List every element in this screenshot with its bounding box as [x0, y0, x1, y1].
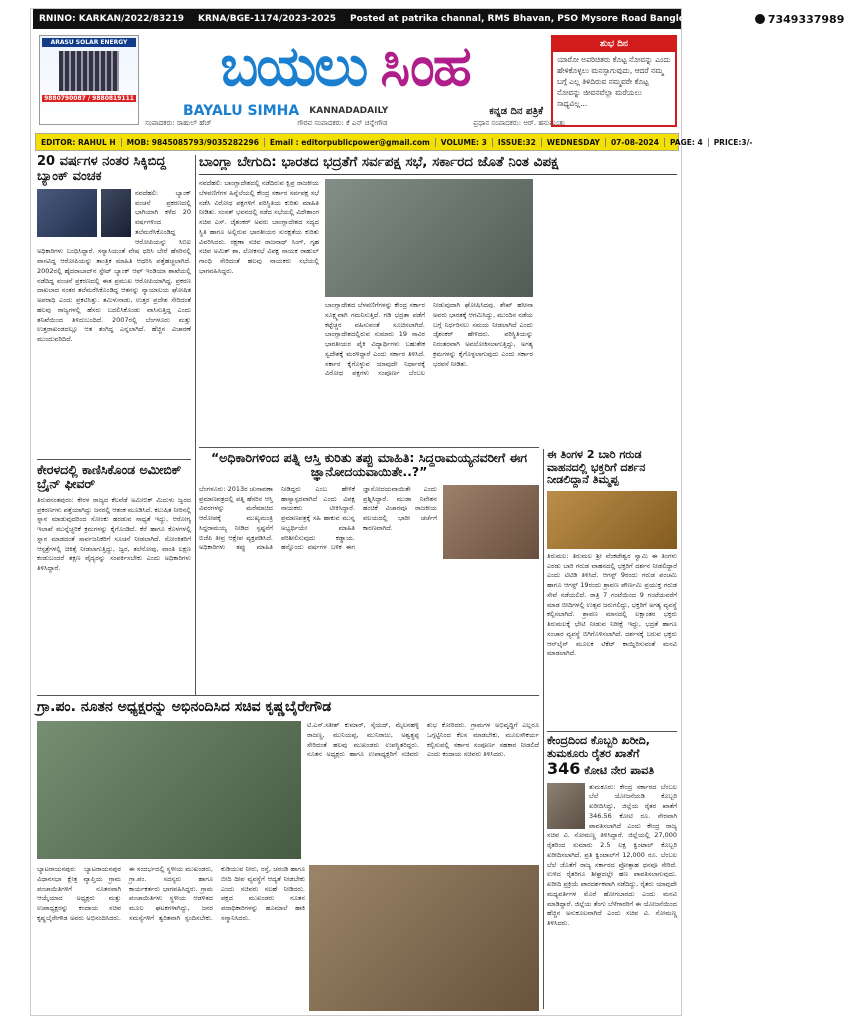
bangladesh-body-right: ಬಾಂಗ್ಲಾದೇಶದ ಬೆಳವಣಿಗೆಗಳನ್ನು ಕೇಂದ್ರ ಸರ್ಕಾರ ಸೂಕ್ಷ್ಮವಾಗಿ ಗಮನಿಸುತ್ತಿದೆ. ಗಡಿ ಭದ್ರತಾ ಪಡೆಗೆ ಕಟ್ಟೆಚ್ಚರ ವಹಿಸುವಂತೆ ಸೂಚಿಸಲಾಗಿದೆ. ಬಾಂಗ್ಲಾದೇಶದಲ್ಲಿರುವ ಸುಮಾರು 19 ಸಾವಿರ ಭಾರತೀಯರ ಪೈಕಿ ವಿದ್ಯಾರ್ಥಿಗಳು ಬಹುತೇಕ ಸ್ವದೇಶಕ್ಕೆ ಮರಳಿದ್ದಾರೆ ಎಂದು ಸರ್ಕಾರ ತಿಳಿಸಿದೆ. ಸರ್ಕಾರ ಕೈಗೊಳ್ಳುವ ಯಾವುದೇ ನಿರ್ಧಾರಕ್ಕೆ ವಿರೋಧ ಪಕ್ಷಗಳು ಸಂಪೂರ್ಣ ಬೆಂಬಲ ನೀಡುವುದಾಗಿ ಘೋಷಿಸಿದವು. ಶೇಖ್ ಹಸೀನಾ ಅವರು ಭಾರತಕ್ಕೆ ಆಗಮಿಸಿದ್ದು, ಮುಂದಿನ ನಡೆಯ ಬಗ್ಗೆ ನಿರ್ಧರಿಸಲು ಸಮಯ ನೀಡಲಾಗಿದೆ ಎಂದು ಜೈಶಂಕರ್ ಹೇಳಿದರು. ಪರಿಸ್ಥಿತಿಯನ್ನು ನಿರಂತರವಾಗಿ ಅವಲೋಕಿಸಲಾಗುತ್ತಿದ್ದು, ಅಗತ್ಯ ಕ್ರಮಗಳನ್ನು ಕೈಗೊಳ್ಳಲಾಗುವುದು ಎಂದು ಸರ್ಕಾರ ಭರವಸೆ ನೀಡಿತು. [325, 301, 533, 378]
tumakuru-headline [547, 735, 677, 779]
tumakuru-headline-line1: ಕೇಂದ್ರದಿಂದ ಕೊಬ್ಬರಿ ಖರೀದಿ, [547, 734, 650, 747]
divider [547, 731, 677, 732]
solar-advertisement [39, 35, 139, 125]
kannada-tagline: ಕನ್ನಡ ದಿನ ಪತ್ರಿಕೆ [489, 105, 543, 117]
issue-info: ISSUE:32 [493, 138, 542, 147]
email-info: Email : editorpublicpower@gmail.com [265, 138, 436, 147]
article-siddaramaiah [199, 451, 539, 691]
edition-info-bar [35, 133, 753, 151]
ad-title: ARASU SOLAR ENERGY [42, 38, 136, 47]
tumakuru-headline-line2: ತುಮಕೂರು ರೈತರ ಖಾತೆಗೆ [547, 746, 640, 760]
day-info: WEDNESDAY [542, 138, 606, 147]
tumakuru-headline-line3: ಕೋಟಿ ನೇರ ಪಾವತಿ [584, 764, 655, 778]
tirumala-temple-photo [547, 491, 677, 549]
bank-headline: 20 ವರ್ಷಗಳ ನಂತರ ಸಿಕ್ಕಿಬಿದ್ದ ಬ್ಯಾಂಕ್ ವಂಚಕ [37, 154, 166, 184]
siddaramaiah-headline: “ಅಧಿಕಾರಿಗಳಿಂದ ಪತ್ನಿ ಆಸ್ತಿ ಕುರಿತು ತಪ್ಪು ಮಾಹಿತಿ: ಸಿದ್ದರಾಮಯ್ಯನವರೀಗೆ ಈಗ ಜ್ಞಾನೋದಯವಾಯಿತೇ..?” [210, 450, 528, 480]
phone-number [751, 12, 848, 27]
krishnabyregowda-headline: ಗ್ರಾ.ಪಂ. ನೂತನ ಅಧ್ಯಕ್ಷರನ್ನು ಅಭಿನಂದಿಸಿದ ಸಚಿವ ಕೃಷ್ಣಬೈರೇಗೌಡ [37, 699, 332, 715]
bangladesh-body-left: ನವದೆಹಲಿ: ಬಾಂಗ್ಲಾದೇಶದಲ್ಲಿ ನಡೆದಿರುವ ಕ್ಷಿಪ್ರ ರಾಜಕೀಯ ಬೆಳವಣಿಗೆಗಳ ಹಿನ್ನೆಲೆಯಲ್ಲಿ ಕೇಂದ್ರ ಸರ್ಕಾರ ಸರ್ವಪಕ್ಷ ಸಭೆ ನಡೆಸಿ ವಿರೋಧ ಪಕ್ಷಗಳಿಗೆ ಪರಿಸ್ಥಿತಿಯ ಕುರಿತು ಮಾಹಿತಿ ನೀಡಿತು. ಸಂಸತ್ ಭವನದಲ್ಲಿ ನಡೆದ ಸಭೆಯಲ್ಲಿ ವಿದೇಶಾಂಗ ಸಚಿವ ಎಸ್. ಜೈಶಂಕರ್ ಅವರು ಬಾಂಗ್ಲಾದೇಶದ ಸದ್ಯದ ಸ್ಥಿತಿ ಹಾಗೂ ಅಲ್ಲಿರುವ ಭಾರತೀಯರ ಸುರಕ್ಷತೆಯ ಕುರಿತು ವಿವರಿಸಿದರು. ರಕ್ಷಣಾ ಸಚಿವ ರಾಜನಾಥ್ ಸಿಂಗ್, ಗೃಹ ಸಚಿವ ಅಮಿತ್ ಶಾ, ಲೋಕಸಭೆ ವಿಪಕ್ಷ ನಾಯಕ ರಾಹುಲ್ ಗಾಂಧಿ ಸೇರಿದಂತೆ ಹಲವು ನಾಯಕರು ಸಭೆಯಲ್ಲಿ ಭಾಗವಹಿಸಿದ್ದರು. [199, 179, 319, 275]
divider [199, 447, 539, 448]
honorary-editor-credit: ಗೌರವ ಸಂಪಾದಕರು: ಕೆ ಎನ್ ಚನ್ನೇಗೌಡ [297, 119, 388, 127]
bank-photo-cbi [37, 189, 97, 237]
tumakuru-body: ತುಮಕೂರು: ಕೇಂದ್ರ ಸರ್ಕಾರದ ಬೆಂಬಲ ಬೆಲೆ ಯೋಜನೆಯಡಿ ಕೊಬ್ಬರಿ ಖರೀದಿಸಿದ್ದು, ಜಿಲ್ಲೆಯ ರೈತರ ಖಾತೆಗೆ 346.56 ಕೋಟಿ ರೂ. ನೇರವಾಗಿ ಪಾವತಿಸಲಾಗಿದೆ ಎಂದು ಕೇಂದ್ರ ರಾಜ್ಯ ಸಚಿವ ವಿ. ಸೋಮಣ್ಣ ತಿಳಿಸಿದ್ದಾರೆ. ಜಿಲ್ಲೆಯಲ್ಲಿ 27,000 ರೈತರಿಂದ ಸುಮಾರು 2.5 ಲಕ್ಷ ಕ್ವಿಂಟಾಲ್ ಕೊಬ್ಬರಿ ಖರೀದಿಸಲಾಗಿದೆ. ಪ್ರತಿ ಕ್ವಿಂಟಾಲ್‌ಗೆ 12,000 ರೂ. ಬೆಂಬಲ ಬೆಲೆ ಜೊತೆಗೆ ರಾಜ್ಯ ಸರ್ಕಾರದ ಪ್ರೋತ್ಸಾಹ ಧನವೂ ಸೇರಿದೆ. ಉಳಿದ ರೈತರಿಗೂ ಶೀಘ್ರದಲ್ಲೇ ಹಣ ಪಾವತಿಸಲಾಗುವುದು. ಖರೀದಿ ಪ್ರಕ್ರಿಯೆ ಪಾರದರ್ಶಕವಾಗಿ ನಡೆದಿದ್ದು, ರೈತರು ಯಾವುದೇ ಮಧ್ಯವರ್ತಿಗಳ ಮೊರೆ ಹೋಗಬಾರದು ಎಂದು ಮನವಿ ಮಾಡಿದ್ದಾರೆ. ಜಿಲ್ಲೆಯ ತೆಂಗು ಬೆಳೆಗಾರರಿಗೆ ಈ ಯೋಜನೆಯಿಂದ ಹೆಚ್ಚಿನ ಅನುಕೂಲವಾಗಿದೆ ಎಂದು ಸಚಿವ ವಿ. ಸೋಮಣ್ಣ ತಿಳಿಸಿದರು. [547, 782, 677, 928]
logo-word-simha: ಸಿಂಹ [380, 34, 470, 99]
date-info: 07-08-2024 [606, 138, 665, 147]
phone-icon [755, 14, 765, 24]
article-kerala-fever [37, 463, 191, 691]
krishnabyregowda-col-bottom [37, 865, 305, 1011]
thought-heading: ಶುಭ ದಿನ [553, 37, 675, 52]
newspaper-logo [145, 31, 545, 103]
logo-word-bayalu: ಬಯಲು [220, 34, 367, 99]
bangladesh-meeting-photo [325, 179, 533, 297]
tirumala-headline: ಈ ತಿಂಗಳ 2 ಬಾರಿ ಗರುಡ ವಾಹನದಲ್ಲಿ ಭಕ್ತರಿಗೆ ದರ್ಶನ ನೀಡಲಿದ್ದಾನೆ ತಿಮ್ಮಪ್ಪ [547, 448, 646, 487]
solar-panel-image [59, 51, 119, 91]
felicitation-photo-2 [309, 865, 539, 1011]
page-info: PAGE: 4 [665, 138, 709, 147]
tumakuru-headline-line3-wrap [547, 760, 677, 778]
editor-info: EDITOR: RAHUL H [36, 138, 122, 147]
english-name: BAYALU SIMHA [183, 103, 300, 119]
article-tirumala [547, 449, 677, 729]
siddaramaiah-body: ಬೆಂಗಳೂರು: 2013ರ ಚುನಾವಣಾ ಪ್ರಮಾಣಪತ್ರದಲ್ಲಿ ಪತ್ನಿ ಹೆಸರಿನ ಆಸ್ತಿ ವಿವರಗಳನ್ನು ಮರೆಮಾಚಿದ ಆರೋಪಕ್ಕೆ ಮುಖ್ಯಮಂತ್ರಿ ಸಿದ್ದರಾಮಯ್ಯ ನೀಡಿದ ಸ್ಪಷ್ಟನೆಗೆ ಬಿಜೆಪಿ ತೀವ್ರ ಆಕ್ಷೇಪ ವ್ಯಕ್ತಪಡಿಸಿದೆ. ಅಧಿಕಾರಿಗಳು ತಪ್ಪು ಮಾಹಿತಿ ನೀಡಿದ್ದರು ಎಂಬ ಹೇಳಿಕೆ ಹಾಸ್ಯಾಸ್ಪದವಾಗಿದೆ ಎಂದು ವಿಪಕ್ಷ ನಾಯಕರು ಟೀಕಿಸಿದ್ದಾರೆ. ಪ್ರಮಾಣಪತ್ರಕ್ಕೆ ಸಹಿ ಹಾಕುವ ಮುನ್ನ ಅಭ್ಯರ್ಥಿಯೇ ಮಾಹಿತಿ ಪರಿಶೀಲಿಸುವುದು ಕಡ್ಡಾಯ. ಹನ್ನೊಂದು ವರ್ಷಗಳ ಬಳಿಕ ಈಗ ಜ್ಞಾನೋದಯವಾಯಿತೇ ಎಂದು ಪ್ರಶ್ನಿಸಿದ್ದಾರೆ. ಮುಡಾ ನಿವೇಶನ ಹಂಚಿಕೆ ವಿಚಾರವೂ ರಾಜಕೀಯ ವಲಯದಲ್ಲಿ ಭಾರೀ ಚರ್ಚೆಗೆ ಕಾರಣವಾಗಿದೆ. [199, 484, 437, 552]
bangladesh-headline: ಬಾಂಗ್ಲಾ ಬೇಗುದಿ: ಭಾರತದ ಭದ್ರತೆಗೆ ಸರ್ವಪಕ್ಷ ಸಭೆ, ಸರ್ಕಾರದ ಜೊತೆ ನಿಂತ ವಿಪಕ್ಷ [199, 155, 677, 175]
tumakuru-amount: 346 [547, 759, 581, 779]
english-subname: KANNADADAILY [309, 106, 389, 116]
bank-photo-officer [101, 189, 131, 237]
bank-body: ನವದೆಹಲಿ: ಬ್ಯಾಂಕ್ ವಂಚನೆ ಪ್ರಕರಣದಲ್ಲಿ ಭಾಗಿಯಾಗಿ ಕಳೆದ 20 ವರ್ಷಗಳಿಂದ ತಲೆಮರೆಸಿಕೊಂಡಿದ್ದ ಆರೋಪಿಯನ್ನು ಸಿಬಿಐ ಅಧಿಕಾರಿಗಳು ಬಂಧಿಸಿದ್ದಾರೆ. ಸನ್ಯಾಸಿಯಂತೆ ವೇಷ ಧರಿಸಿ ಬೇರೆ ಹೆಸರಿನಲ್ಲಿ ವಾಸವಿದ್ದ ಆರೋಪಿಯನ್ನು ತಾಂತ್ರಿಕ ಮಾಹಿತಿ ಆಧರಿಸಿ ಪತ್ತೆಹಚ್ಚಲಾಗಿದೆ. 2002ರಲ್ಲಿ ಹೈದರಾಬಾದ್‌ನ ಸ್ಟೇಟ್ ಬ್ಯಾಂಕ್ ಆಫ್ ಇಂಡಿಯಾ ಶಾಖೆಯಲ್ಲಿ ನಡೆದಿದ್ದ ವಂಚನೆ ಪ್ರಕರಣದಲ್ಲಿ ಈತ ಪ್ರಮುಖ ಆರೋಪಿಯಾಗಿದ್ದ. ಪ್ರಕರಣ ದಾಖಲಾದ ನಂತರ ತಲೆಮರೆಸಿಕೊಂಡಿದ್ದ ಆತನನ್ನು ನ್ಯಾಯಾಲಯ ಘೋಷಿತ ಅಪರಾಧಿ ಎಂದು ಪ್ರಕಟಿಸಿತ್ತು. ತಮಿಳುನಾಡು, ಉತ್ತರ ಪ್ರದೇಶ ಸೇರಿದಂತೆ ಹಲವು ರಾಜ್ಯಗಳಲ್ಲಿ ಹೆಸರು ಬದಲಿಸಿಕೊಂಡು ವಾಸಿಸುತ್ತಿದ್ದ ಎಂದು ತನಿಖೆಯಿಂದ ತಿಳಿದುಬಂದಿದೆ. 2007ರಲ್ಲಿ ಬೆಂಗಳೂರು ಮತ್ತು ಉತ್ತರಾಖಂಡದಲ್ಲೂ ಆತ ತಂಗಿದ್ದ ಎನ್ನಲಾಗಿದೆ. ಹೆಚ್ಚಿನ ವಿಚಾರಣೆ ಮುಂದುವರಿದಿದೆ. [37, 188, 191, 344]
divider [37, 459, 191, 460]
bangladesh-col-center [325, 301, 533, 441]
phone-text: 7349337989 [767, 12, 845, 26]
article-tumakuru [547, 735, 677, 1011]
krishnabyregowda-body-bottom: ಬ್ಯಾಟರಾಯನಪುರ: ಬ್ಯಾಟರಾಯನಪುರ ವಿಧಾನಸಭಾ ಕ್ಷೇತ್ರ ವ್ಯಾಪ್ತಿಯ ಗ್ರಾಮ ಪಂಚಾಯಿತಿಗಳಿಗೆ ನೂತನವಾಗಿ ಆಯ್ಕೆಯಾದ ಅಧ್ಯಕ್ಷರು ಮತ್ತು ಉಪಾಧ್ಯಕ್ಷರನ್ನು ಕಂದಾಯ ಸಚಿವ ಕೃಷ್ಣಬೈರೇಗೌಡ ಅವರು ಅಭಿನಂದಿಸಿದರು. ಈ ಸಂದರ್ಭದಲ್ಲಿ ಸ್ಥಳೀಯ ಮುಖಂಡರು, ಗ್ರಾ.ಪಂ. ಸದಸ್ಯರು ಹಾಗೂ ಕಾರ್ಯಕರ್ತರು ಭಾಗವಹಿಸಿದ್ದರು. ಗ್ರಾಮ ಪಂಚಾಯಿತಿಗಳು ಸ್ಥಳೀಯ ಆಡಳಿತದ ಮೂಲ ಘಟಕಗಳಾಗಿದ್ದು, ಜನರ ಸಮಸ್ಯೆಗಳಿಗೆ ತ್ವರಿತವಾಗಿ ಸ್ಪಂದಿಸಬೇಕು. ಕುಡಿಯುವ ನೀರು, ರಸ್ತೆ, ಚರಂಡಿ ಹಾಗೂ ಬೀದಿ ದೀಪ ವ್ಯವಸ್ಥೆಗೆ ಆದ್ಯತೆ ನೀಡಬೇಕು ಎಂದು ಸಚಿವರು ಸಲಹೆ ನೀಡಿದರು. ಪಕ್ಷದ ಮುಖಂಡರು ನೂತನ ಪದಾಧಿಕಾರಿಗಳನ್ನು ಹೂಮಾಲೆ ಹಾಕಿ ಸನ್ಮಾನಿಸಿದರು. [37, 865, 305, 922]
kerala-body: ತಿರುವನಂತಪುರಂ: ಕೇರಳ ರಾಜ್ಯದ ಕೆಲವೆಡೆ ಅಮೀಬಿಕ್ ಮಿದುಳು ಜ್ವರದ ಪ್ರಕರಣಗಳು ಪತ್ತೆಯಾಗಿದ್ದು ಜನರಲ್ಲಿ ಆತಂಕ ಮೂಡಿಸಿದೆ. ಕಲುಷಿತ ನೀರಿನಲ್ಲಿ ಸ್ನಾನ ಮಾಡುವುದರಿಂದ ಸೋಂಕು ಹರಡುವ ಸಾಧ್ಯತೆ ಇದ್ದು, ಆರೋಗ್ಯ ಇಲಾಖೆ ಮುನ್ನೆಚ್ಚರಿಕೆ ಕ್ರಮಗಳನ್ನು ಕೈಗೊಂಡಿದೆ. ಕೆರೆ ಹಾಗೂ ಕೊಳಗಳಲ್ಲಿ ಸ್ನಾನ ಮಾಡದಂತೆ ಸಾರ್ವಜನಿಕರಿಗೆ ಸೂಚನೆ ನೀಡಲಾಗಿದೆ. ಸೋಂಕಿತರಿಗೆ ಆಸ್ಪತ್ರೆಗಳಲ್ಲಿ ಚಿಕಿತ್ಸೆ ನೀಡಲಾಗುತ್ತಿದ್ದು, ಜ್ವರ, ತಲೆನೋವು, ವಾಂತಿ ಲಕ್ಷಣ ಕಂಡುಬಂದರೆ ತಕ್ಷಣ ವೈದ್ಯರನ್ನು ಸಂಪರ್ಕಿಸಬೇಕು ಎಂದು ಅಧಿಕಾರಿಗಳು ತಿಳಿಸಿದ್ದಾರೆ. [37, 495, 191, 572]
krishnabyregowda-body-right: ಟಿ.ಎಸ್.ಸತೀಶ್ ಕುಮಾರ್, ಸೈಯದ್, ಮೈಲನಹಳ್ಳಿ ರಾಜಣ್ಣ, ಮುನಿಯಪ್ಪ, ಮುನಿರಾಜು, ಅಶ್ವತ್ಥಪ್ಪ ಸೇರಿದಂತೆ ಹಲವು ಮುಖಂಡರು ಉಪಸ್ಥಿತರಿದ್ದರು. ನೂತನ ಅಧ್ಯಕ್ಷರು ಹಾಗೂ ಉಪಾಧ್ಯಕ್ಷರಿಗೆ ಸಚಿವರು ಶುಭ ಕೋರಿದರು. ಗ್ರಾಮಗಳ ಅಭಿವೃದ್ಧಿಗೆ ಎಲ್ಲರೂ ಒಗ್ಗಟ್ಟಿನಿಂದ ಕೆಲಸ ಮಾಡಬೇಕು, ಮೂಲಸೌಕರ್ಯ ಕಲ್ಪಿಸುವಲ್ಲಿ ಸರ್ಕಾರ ಸಂಪೂರ್ಣ ಸಹಕಾರ ನೀಡಲಿದೆ ಎಂದು ಕಂದಾಯ ಸಚಿವರು ತಿಳಿಸಿದರು. [307, 721, 539, 759]
chief-editor-credit: ಪ್ರಧಾನ ಸಂಪಾದಕರು: ಆರ್. ಹನುಮಂತು [473, 119, 565, 127]
kerala-headline: ಕೇರಳದಲ್ಲಿ ಕಾಣಿಸಿಕೊಂಡ ಅಮೀಬಿಕ್ ಬ್ರೈನ್ ಫೀವರ್ [37, 462, 182, 492]
editor-credit: ಸಂಪಾದಕರು: ರಾಹುಲ್ ಹೆಚ್ [145, 119, 212, 127]
newspaper-page [30, 8, 845, 1016]
masthead [33, 31, 681, 131]
rni-number: RNINO: KARKAN/2022/83219 [39, 14, 185, 24]
thought-text: ಯಾರೋ ಅಪರಿಚಿತರು ಕೊಟ್ಟ ನೋವನ್ನು ಎಂದು ಹೇಳಿಕೊಳ್ಳಲು ಮನಸ್ಸಾಗುವುದು, ಆದರೆ ನಮ್ಮ ಬಗ್ಗೆ ಎಲ್ಲ ತಿಳಿದಿರುವ ನಮ್ಮವರೇ ಕೊಟ್ಟ ನೋವನ್ನು ಜೀವನವೆಲ್ಲಾ ಮರೆಯಲು ಸಾಧ್ಯವಿಲ್ಲ... [557, 55, 671, 108]
volume-info: VOLUME: 3 [436, 138, 493, 147]
logo-subtitle [183, 103, 543, 119]
editor-credits [145, 119, 565, 131]
top-info-strip [33, 9, 845, 29]
bangladesh-col-left [199, 179, 319, 441]
posted-address: Posted at patrika channal, RMS Bhavan, PSO Mysore Road Banglore-560026 [350, 14, 737, 24]
somanna-photo [547, 783, 585, 829]
krishnabyregowda-col-right [307, 721, 539, 859]
price-info: PRICE:3/- [713, 137, 753, 147]
krna-number: KRNA/BGE-1174/2023-2025 [198, 14, 337, 24]
thought-of-day-box [551, 35, 677, 127]
article-bangladesh [199, 155, 677, 445]
divider [37, 695, 539, 696]
tirumala-body: ತಿರುಮಲ: ತಿರುಮಲ ಶ್ರೀ ವೆಂಕಟೇಶ್ವರ ಸ್ವಾಮಿ ಈ ತಿಂಗಳು ಎರಡು ಬಾರಿ ಗರುಡ ವಾಹನದಲ್ಲಿ ಭಕ್ತರಿಗೆ ದರ್ಶನ ನೀಡಲಿದ್ದಾರೆ ಎಂದು ಟಿಟಿಡಿ ತಿಳಿಸಿದೆ. ಆಗಸ್ಟ್ 9ರಂದು ಗರುಡ ಪಂಚಮಿ ಹಾಗೂ ಆಗಸ್ಟ್ 19ರಂದು ಶ್ರಾವಣ ಪೌರ್ಣಮಿ ಪ್ರಯುಕ್ತ ಗರುಡ ಸೇವೆ ನಡೆಯಲಿದೆ. ರಾತ್ರಿ 7 ಗಂಟೆಯಿಂದ 9 ಗಂಟೆಯವರೆಗೆ ಮಾಡ ಬೀದಿಗಳಲ್ಲಿ ಉತ್ಸವ ಜರುಗಲಿದ್ದು, ಭಕ್ತರಿಗೆ ಅಗತ್ಯ ವ್ಯವಸ್ಥೆ ಕಲ್ಪಿಸಲಾಗಿದೆ. ಶ್ರಾವಣ ಮಾಸದಲ್ಲಿ ಲಕ್ಷಾಂತರ ಭಕ್ತರು ತಿರುಮಲಕ್ಕೆ ಭೇಟಿ ನೀಡುವ ನಿರೀಕ್ಷೆ ಇದ್ದು, ಭದ್ರತೆ ಹಾಗೂ ಸಂಚಾರ ವ್ಯವಸ್ಥೆ ಬಿಗಿಗೊಳಿಸಲಾಗಿದೆ. ದರ್ಶನಕ್ಕೆ ಬರುವ ಭಕ್ತರು ಆನ್‌ಲೈನ್ ಮೂಲಕ ಟಿಕೆಟ್ ಕಾಯ್ದಿರಿಸುವಂತೆ ಮನವಿ ಮಾಡಲಾಗಿದೆ. [547, 551, 677, 658]
ad-phone: 9880790087 / 9880819111 [42, 95, 136, 102]
article-bank-fraud [37, 155, 191, 455]
mobile-info: MOB: 9845085793/9035282296 [122, 138, 265, 147]
divider [195, 155, 196, 695]
article-krishnabyregowda [37, 699, 539, 1013]
divider [543, 449, 544, 1009]
siddaramaiah-photo [443, 485, 539, 559]
felicitation-photo-1 [37, 721, 301, 859]
